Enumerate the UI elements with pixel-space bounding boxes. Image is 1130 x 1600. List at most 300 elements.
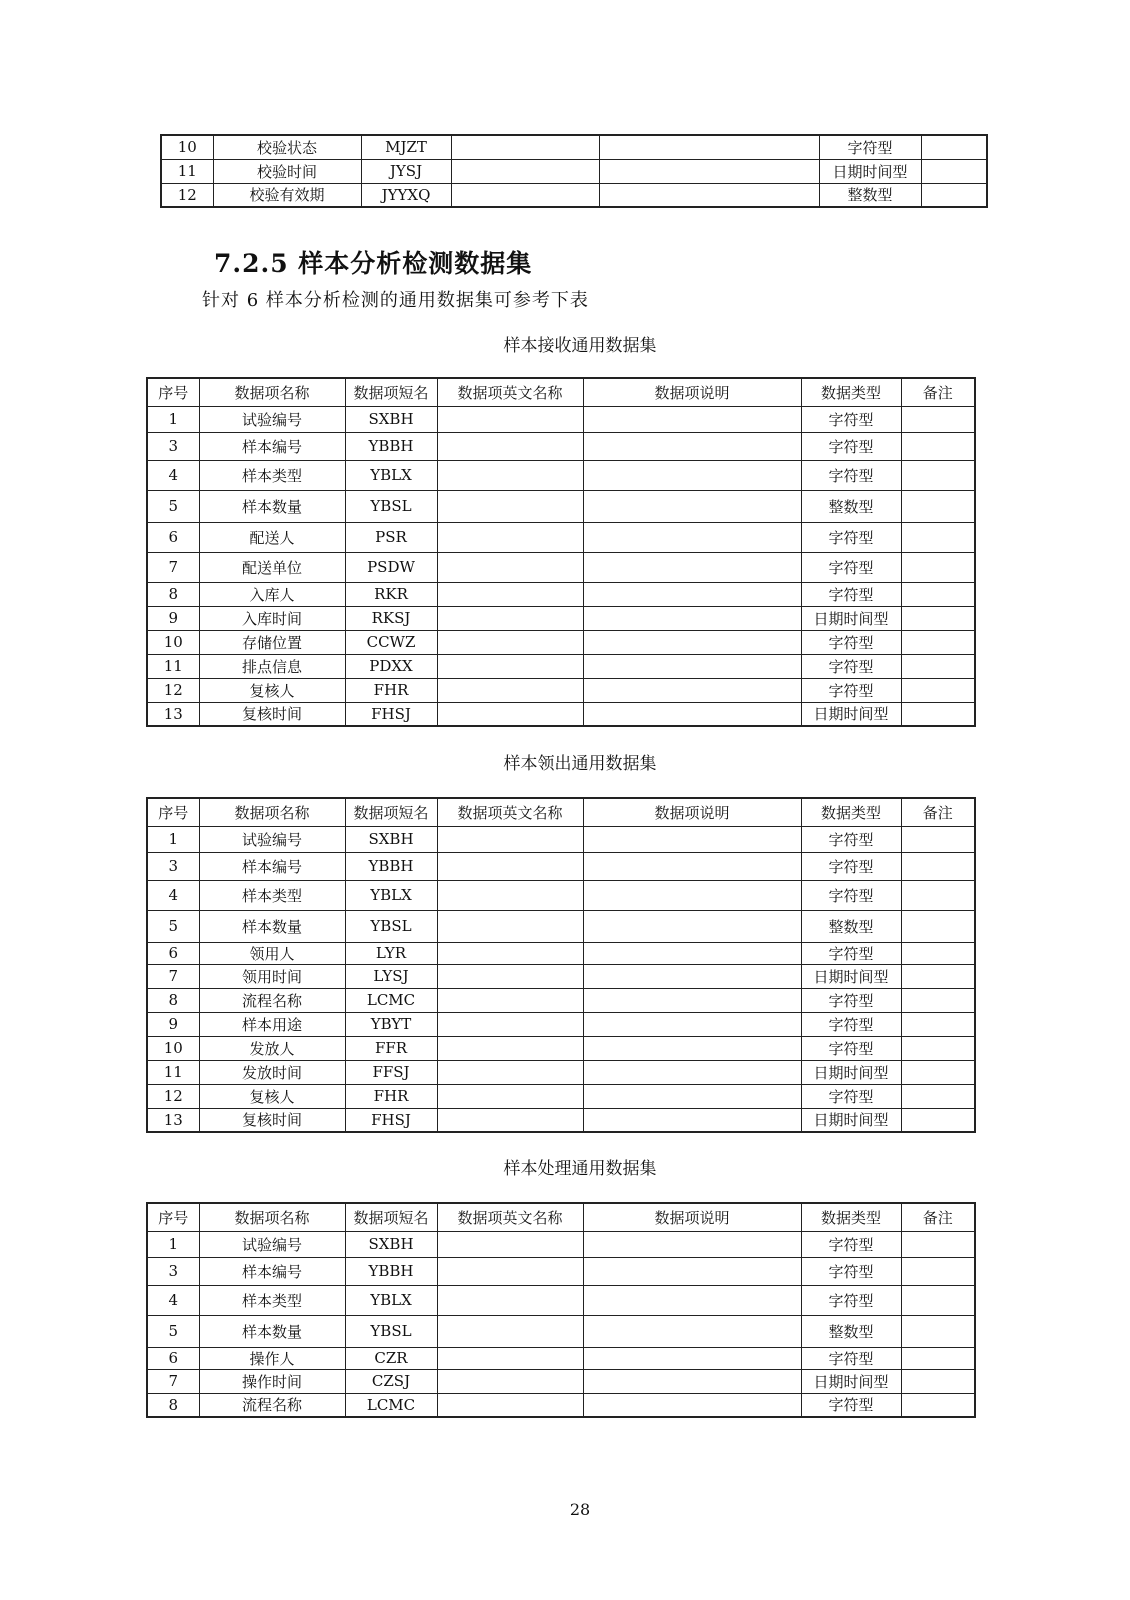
table-cell: 样本数量	[199, 490, 345, 522]
table-cell	[583, 1285, 801, 1315]
table-cell: MJZT	[361, 135, 451, 159]
table-cell: YBLX	[345, 460, 437, 490]
table-cell	[437, 630, 583, 654]
table-row	[147, 522, 975, 552]
table-cell	[901, 678, 975, 702]
table-cell: PSR	[345, 522, 437, 552]
table-cell: 12	[147, 678, 199, 702]
table-cell	[901, 1285, 975, 1315]
table-cell: 复核人	[199, 1084, 345, 1108]
table-cell	[599, 159, 819, 183]
table-cell: 校验时间	[213, 159, 361, 183]
table-cell: YBBH	[345, 432, 437, 460]
page-number: 28	[569, 1500, 591, 1519]
column-header: 数据类型	[801, 798, 901, 826]
table-caption: 样本处理通用数据集	[503, 1159, 657, 1179]
table-cell	[583, 1257, 801, 1285]
table-cell: 样本编号	[199, 852, 345, 880]
table-cell: LYR	[345, 942, 437, 964]
table-cell: YBBH	[345, 1257, 437, 1285]
table-cell	[901, 606, 975, 630]
table-cell	[583, 1108, 801, 1132]
table-cell	[437, 1108, 583, 1132]
table-cell: 整数型	[801, 490, 901, 522]
section-intro: 针对 6 样本分析检测的通用数据集可参考下表	[202, 290, 589, 311]
table-cell: 整数型	[801, 1315, 901, 1347]
table-cell: 9	[147, 606, 199, 630]
table-cell	[921, 135, 987, 159]
table-cell: 日期时间型	[801, 1108, 901, 1132]
column-header: 数据项英文名称	[437, 798, 583, 826]
table-row	[147, 1257, 975, 1285]
table-cell: 字符型	[819, 135, 921, 159]
table-cell	[583, 522, 801, 552]
table-cell	[437, 1036, 583, 1060]
table-cell	[451, 159, 599, 183]
table-caption: 样本领出通用数据集	[503, 754, 657, 774]
data-table	[146, 1202, 976, 1418]
table-cell: SXBH	[345, 1231, 437, 1257]
table-cell	[437, 1012, 583, 1036]
table-cell: 3	[147, 432, 199, 460]
table-cell: 存储位置	[199, 630, 345, 654]
column-header: 备注	[901, 798, 975, 826]
table-cell: 领用人	[199, 942, 345, 964]
table-cell: 样本编号	[199, 1257, 345, 1285]
table-cell	[583, 678, 801, 702]
table-cell: 字符型	[801, 880, 901, 910]
table-cell: 6	[147, 942, 199, 964]
table-cell: PSDW	[345, 552, 437, 582]
table-cell: 字符型	[801, 1285, 901, 1315]
table-cell	[901, 1036, 975, 1060]
table-cell: 字符型	[801, 1231, 901, 1257]
table-cell: FFSJ	[345, 1060, 437, 1084]
table-cell: RKSJ	[345, 606, 437, 630]
table-cell	[901, 988, 975, 1012]
table-cell	[901, 432, 975, 460]
table-cell	[583, 606, 801, 630]
table-row	[147, 1347, 975, 1369]
table-cell: SXBH	[345, 826, 437, 852]
table-cell: RKR	[345, 582, 437, 606]
table-cell: 字符型	[801, 1084, 901, 1108]
table-cell	[583, 1315, 801, 1347]
table-cell	[921, 159, 987, 183]
table-cell	[437, 460, 583, 490]
table-cell: 12	[161, 183, 213, 207]
table-cell: 配送单位	[199, 552, 345, 582]
table-cell: 整数型	[819, 183, 921, 207]
table-cell: LCMC	[345, 988, 437, 1012]
table-cell	[583, 1060, 801, 1084]
table-row	[147, 552, 975, 582]
table-cell: 字符型	[801, 852, 901, 880]
table-cell: YBLX	[345, 880, 437, 910]
table-row	[147, 1012, 975, 1036]
table-row	[147, 942, 975, 964]
column-header: 数据项名称	[199, 378, 345, 406]
table-cell	[583, 1012, 801, 1036]
column-header: 序号	[147, 798, 199, 826]
table-cell: 校验有效期	[213, 183, 361, 207]
table-row	[147, 1231, 975, 1257]
table-cell: 字符型	[801, 1012, 901, 1036]
table-cell: 12	[147, 1084, 199, 1108]
table-cell	[901, 1060, 975, 1084]
table-cell: 字符型	[801, 522, 901, 552]
table-row	[147, 406, 975, 432]
table-cell: 试验编号	[199, 1231, 345, 1257]
table-cell	[583, 1347, 801, 1369]
table-cell	[437, 522, 583, 552]
table-cell	[437, 1084, 583, 1108]
table-cell: 试验编号	[199, 406, 345, 432]
table-cell	[583, 1369, 801, 1393]
column-header: 数据项说明	[583, 378, 801, 406]
column-header: 数据项英文名称	[437, 1203, 583, 1231]
table-cell: 字符型	[801, 1257, 901, 1285]
table-caption: 样本接收通用数据集	[503, 336, 657, 356]
table-cell	[437, 702, 583, 726]
table-cell: 字符型	[801, 432, 901, 460]
table-row	[147, 964, 975, 988]
table-cell: 配送人	[199, 522, 345, 552]
table-cell	[437, 852, 583, 880]
table-cell: SXBH	[345, 406, 437, 432]
table-cell: 日期时间型	[801, 606, 901, 630]
table-cell: 操作人	[199, 1347, 345, 1369]
table-cell: YBSL	[345, 1315, 437, 1347]
column-header: 数据项短名	[345, 1203, 437, 1231]
table-cell	[901, 406, 975, 432]
table-cell: YBLX	[345, 1285, 437, 1315]
table-row	[161, 183, 987, 207]
column-header: 备注	[901, 378, 975, 406]
table-cell	[901, 654, 975, 678]
column-header: 数据项说明	[583, 1203, 801, 1231]
table-cell: FHSJ	[345, 1108, 437, 1132]
table-cell	[599, 135, 819, 159]
table-cell: YBSL	[345, 910, 437, 942]
table-cell	[583, 880, 801, 910]
table-cell: 字符型	[801, 582, 901, 606]
table-cell	[901, 630, 975, 654]
table-cell: 9	[147, 1012, 199, 1036]
table-cell	[437, 942, 583, 964]
table-row	[147, 1369, 975, 1393]
table-cell: 试验编号	[199, 826, 345, 852]
table-cell: 日期时间型	[801, 1060, 901, 1084]
table-cell	[437, 654, 583, 678]
table-cell: 校验状态	[213, 135, 361, 159]
column-header: 备注	[901, 1203, 975, 1231]
table-cell	[901, 460, 975, 490]
table-cell: 流程名称	[199, 988, 345, 1012]
column-header: 序号	[147, 378, 199, 406]
data-table	[146, 377, 976, 727]
table-cell: 入库人	[199, 582, 345, 606]
table-cell: LCMC	[345, 1393, 437, 1417]
table-cell	[583, 988, 801, 1012]
table-cell	[583, 552, 801, 582]
table-cell: 日期时间型	[801, 964, 901, 988]
table-cell: 整数型	[801, 910, 901, 942]
table-cell	[437, 1347, 583, 1369]
table-cell	[901, 1393, 975, 1417]
table-cell: 日期时间型	[819, 159, 921, 183]
table-cell: 11	[147, 1060, 199, 1084]
column-header: 数据项名称	[199, 1203, 345, 1231]
table-cell	[437, 406, 583, 432]
table-cell	[437, 1257, 583, 1285]
data-table	[146, 797, 976, 1133]
table-cell	[437, 606, 583, 630]
table-cell	[437, 432, 583, 460]
table-cell: 10	[147, 1036, 199, 1060]
table-cell: 样本用途	[199, 1012, 345, 1036]
table-cell	[437, 1315, 583, 1347]
table-cell	[901, 1108, 975, 1132]
table-cell: 字符型	[801, 406, 901, 432]
table-cell: 字符型	[801, 1393, 901, 1417]
table-cell: 8	[147, 582, 199, 606]
table-cell: FHR	[345, 678, 437, 702]
table-row	[161, 135, 987, 159]
table-cell: PDXX	[345, 654, 437, 678]
table-cell: 流程名称	[199, 1393, 345, 1417]
table-cell: 发放时间	[199, 1060, 345, 1084]
table-row	[161, 159, 987, 183]
table-cell	[437, 880, 583, 910]
table-row	[147, 1315, 975, 1347]
table-cell	[437, 490, 583, 522]
table-cell: YBBH	[345, 852, 437, 880]
table-cell: 日期时间型	[801, 1369, 901, 1393]
table-row	[147, 654, 975, 678]
table-cell	[583, 1393, 801, 1417]
table-cell: 排点信息	[199, 654, 345, 678]
table-row	[147, 1285, 975, 1315]
table-cell: YBSL	[345, 490, 437, 522]
table-cell: 复核时间	[199, 702, 345, 726]
table-cell	[437, 1285, 583, 1315]
table-cell: 4	[147, 460, 199, 490]
table-cell: 4	[147, 1285, 199, 1315]
column-header: 数据类型	[801, 1203, 901, 1231]
table-cell: 操作时间	[199, 1369, 345, 1393]
table-cell: 日期时间型	[801, 702, 901, 726]
table-cell	[583, 1036, 801, 1060]
table-cell: 字符型	[801, 942, 901, 964]
table-cell	[583, 702, 801, 726]
table-cell: 样本数量	[199, 1315, 345, 1347]
table-cell: 7	[147, 1369, 199, 1393]
table-cell: 字符型	[801, 630, 901, 654]
table-cell	[583, 910, 801, 942]
table-cell: 6	[147, 522, 199, 552]
table-header-row	[147, 798, 975, 826]
table-cell	[437, 1060, 583, 1084]
table-cell	[599, 183, 819, 207]
table-cell	[437, 1231, 583, 1257]
column-header: 数据项说明	[583, 798, 801, 826]
table-cell: 发放人	[199, 1036, 345, 1060]
table-cell: 字符型	[801, 826, 901, 852]
table-row	[147, 678, 975, 702]
table-row	[147, 1084, 975, 1108]
table-cell: 5	[147, 1315, 199, 1347]
table-cell: 10	[161, 135, 213, 159]
table-cell	[583, 582, 801, 606]
table-cell: 7	[147, 964, 199, 988]
table-row	[147, 1036, 975, 1060]
table-cell	[451, 183, 599, 207]
table-row	[147, 582, 975, 606]
table-cell: 领用时间	[199, 964, 345, 988]
table-cell	[901, 582, 975, 606]
table-cell: 1	[147, 406, 199, 432]
table-row	[147, 432, 975, 460]
table-row	[147, 826, 975, 852]
table-cell	[901, 1315, 975, 1347]
table-cell	[901, 702, 975, 726]
table-row	[147, 630, 975, 654]
table-row	[147, 606, 975, 630]
column-header: 数据项短名	[345, 378, 437, 406]
table-cell	[437, 826, 583, 852]
table-row	[147, 1060, 975, 1084]
table-cell: 3	[147, 1257, 199, 1285]
table-cell: 样本类型	[199, 880, 345, 910]
table-cell	[583, 406, 801, 432]
table-cell: 5	[147, 910, 199, 942]
table-cell: 字符型	[801, 1036, 901, 1060]
column-header: 数据项短名	[345, 798, 437, 826]
table-cell: 样本编号	[199, 432, 345, 460]
table-row	[147, 852, 975, 880]
table-row	[147, 1393, 975, 1417]
table-cell: CZR	[345, 1347, 437, 1369]
table-cell: FHR	[345, 1084, 437, 1108]
table-cell	[583, 490, 801, 522]
table-cell: 样本类型	[199, 460, 345, 490]
column-header: 数据项名称	[199, 798, 345, 826]
section-heading: 7.2.5 样本分析检测数据集	[214, 249, 533, 278]
table-cell: 13	[147, 1108, 199, 1132]
continuation-table	[160, 134, 988, 208]
table-cell: 字符型	[801, 460, 901, 490]
table-cell	[437, 988, 583, 1012]
table-header-row	[147, 378, 975, 406]
table-cell: 字符型	[801, 678, 901, 702]
table-cell: 字符型	[801, 988, 901, 1012]
table-cell: 字符型	[801, 552, 901, 582]
table-cell: 10	[147, 630, 199, 654]
table-cell	[901, 880, 975, 910]
column-header: 数据类型	[801, 378, 901, 406]
table-cell	[583, 654, 801, 678]
table-cell	[901, 1012, 975, 1036]
table-cell	[583, 460, 801, 490]
table-cell: 6	[147, 1347, 199, 1369]
table-cell: JYSJ	[361, 159, 451, 183]
table-row	[147, 702, 975, 726]
table-cell: 13	[147, 702, 199, 726]
table-cell: LYSJ	[345, 964, 437, 988]
table-cell	[583, 630, 801, 654]
table-cell: FHSJ	[345, 702, 437, 726]
table-row	[147, 460, 975, 490]
table-cell	[901, 826, 975, 852]
table-cell: FFR	[345, 1036, 437, 1060]
table-cell	[583, 1084, 801, 1108]
table-cell: 8	[147, 988, 199, 1012]
table-cell	[901, 964, 975, 988]
table-cell: CZSJ	[345, 1369, 437, 1393]
table-cell	[437, 1393, 583, 1417]
table-row	[147, 880, 975, 910]
table-cell	[901, 490, 975, 522]
table-cell: 复核时间	[199, 1108, 345, 1132]
table-cell: 入库时间	[199, 606, 345, 630]
table-cell	[437, 910, 583, 942]
table-cell: 8	[147, 1393, 199, 1417]
table-cell: 字符型	[801, 654, 901, 678]
table-cell	[901, 1231, 975, 1257]
table-row	[147, 910, 975, 942]
table-cell: JYYXQ	[361, 183, 451, 207]
table-cell: 字符型	[801, 1347, 901, 1369]
table-cell	[583, 964, 801, 988]
table-cell: 样本数量	[199, 910, 345, 942]
table-cell: 1	[147, 826, 199, 852]
table-cell	[901, 1369, 975, 1393]
table-cell	[451, 135, 599, 159]
table-cell	[437, 1369, 583, 1393]
table-cell	[901, 522, 975, 552]
table-cell	[901, 910, 975, 942]
table-cell	[437, 552, 583, 582]
table-cell	[583, 942, 801, 964]
table-cell: 1	[147, 1231, 199, 1257]
table-cell: 4	[147, 880, 199, 910]
table-cell: CCWZ	[345, 630, 437, 654]
table-row	[147, 490, 975, 522]
table-cell	[901, 1257, 975, 1285]
table-cell: 5	[147, 490, 199, 522]
table-cell: 11	[161, 159, 213, 183]
table-cell	[901, 1084, 975, 1108]
table-cell	[901, 852, 975, 880]
table-cell	[583, 826, 801, 852]
table-cell	[583, 432, 801, 460]
table-cell	[437, 678, 583, 702]
table-cell	[921, 183, 987, 207]
table-header-row	[147, 1203, 975, 1231]
table-cell: 3	[147, 852, 199, 880]
table-cell: 7	[147, 552, 199, 582]
table-cell	[901, 1347, 975, 1369]
table-cell	[583, 1231, 801, 1257]
table-cell	[437, 582, 583, 606]
table-cell	[437, 964, 583, 988]
table-cell	[901, 552, 975, 582]
table-row	[147, 1108, 975, 1132]
column-header: 数据项英文名称	[437, 378, 583, 406]
table-cell: 复核人	[199, 678, 345, 702]
table-row	[147, 988, 975, 1012]
